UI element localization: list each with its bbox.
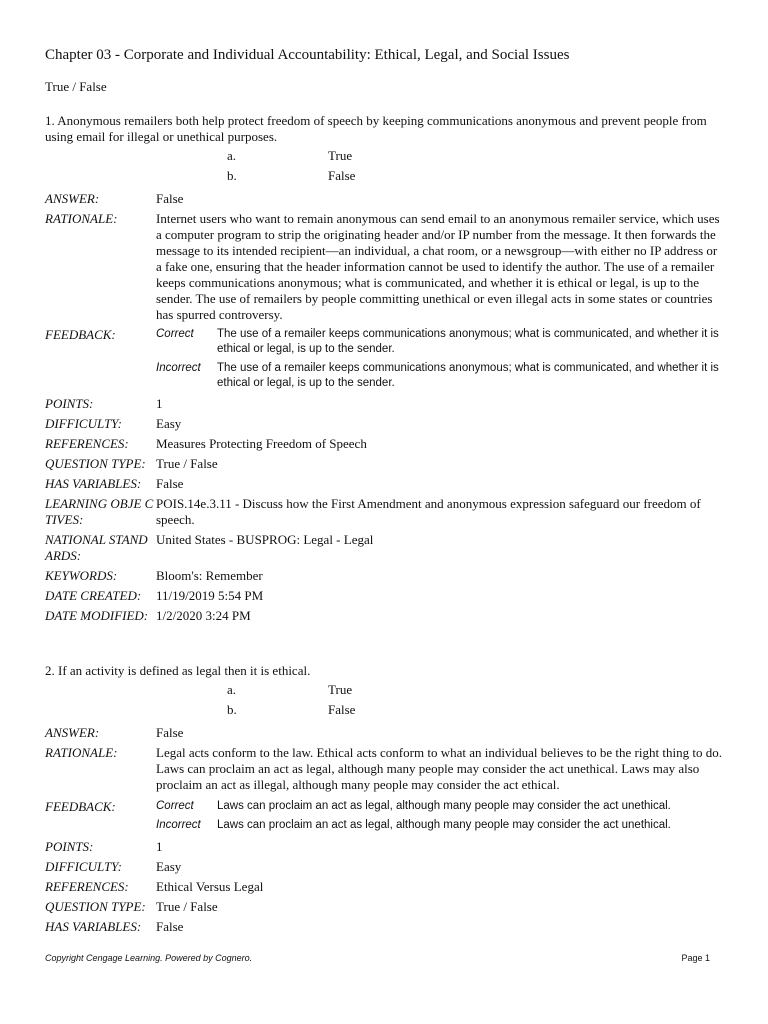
- feedback-block: [156, 327, 725, 391]
- has-variables-value: False: [156, 919, 184, 934]
- has-variables-row: [45, 476, 725, 492]
- points-row: [45, 839, 725, 855]
- feedback-incorrect: [156, 818, 725, 833]
- references-value: Ethical Versus Legal: [156, 879, 264, 894]
- difficulty-label: DIFFICULTY:: [45, 859, 122, 874]
- feedback-correct-text: The use of a remailer keeps communications anonymous; what is communicated, and whether it is ethical or legal, is up to the sender.: [217, 328, 719, 355]
- points-row: [45, 396, 725, 412]
- references-label: REFERENCES:: [45, 879, 129, 894]
- rationale-value: Legal acts conform to the law. Ethical acts conform to what an individual believes to be the right thing to do. Laws can proclaim an act as legal, although many people may consider the act unethical. Laws may also proclaim an act as illegal, although many people may consider the act ethical.: [156, 745, 722, 792]
- question-1: [45, 113, 725, 624]
- feedback-block: [156, 799, 725, 833]
- question-2: [45, 663, 725, 935]
- choice-text: True: [328, 148, 353, 163]
- keywords-label: KEYWORDS:: [45, 568, 118, 583]
- keywords-row: [45, 568, 725, 584]
- national-standards-label: NATIONAL STAND ARDS:: [45, 532, 148, 563]
- learning-objectives-value: POIS.14e.3.11 - Discuss how the First Amendment and anonymous expression safeguard our freedom of speech.: [156, 496, 701, 527]
- choice-b: [45, 165, 725, 185]
- choice-letter: a.: [227, 682, 237, 697]
- copyright-text: Copyright Cengage Learning. Powered by Cognero.: [45, 953, 253, 963]
- answer-label: ANSWER:: [45, 191, 100, 206]
- feedback-row: [45, 327, 725, 391]
- date-modified-value: 1/2/2020 3:24 PM: [156, 608, 251, 623]
- date-created-value: 11/19/2019 5:54 PM: [156, 588, 264, 603]
- difficulty-value: Easy: [156, 416, 182, 431]
- question-type-label: QUESTION TYPE:: [45, 456, 146, 471]
- feedback-incorrect: [156, 361, 725, 391]
- choice-text: True: [328, 682, 353, 697]
- points-label: POINTS:: [45, 396, 94, 411]
- references-value: Measures Protecting Freedom of Speech: [156, 436, 367, 451]
- correct-tag: Correct: [156, 328, 194, 340]
- date-created-row: [45, 588, 725, 604]
- feedback-correct: [156, 799, 725, 814]
- points-value: 1: [156, 396, 163, 411]
- date-modified-row: [45, 608, 725, 624]
- feedback-incorrect-text: Laws can proclaim an act as legal, although many people may consider the act unethical.: [217, 819, 671, 831]
- date-modified-label: DATE MODIFIED:: [45, 608, 149, 623]
- references-row: [45, 436, 725, 452]
- choice-text: False: [328, 168, 356, 183]
- difficulty-label: DIFFICULTY:: [45, 416, 122, 431]
- points-label: POINTS:: [45, 839, 94, 854]
- keywords-value: Bloom's: Remember: [156, 568, 263, 583]
- choice-b: [45, 699, 725, 719]
- difficulty-value: Easy: [156, 859, 182, 874]
- question-type-value: True / False: [156, 899, 218, 914]
- feedback-correct-text: Laws can proclaim an act as legal, although many people may consider the act unethical.: [217, 800, 671, 812]
- learning-objectives-label: LEARNING OBJE CTIVES:: [45, 496, 154, 527]
- question-type-label: QUESTION TYPE:: [45, 899, 146, 914]
- answer-value: False: [156, 191, 184, 206]
- incorrect-tag: Incorrect: [156, 362, 201, 374]
- feedback-correct: [156, 327, 725, 357]
- rationale-row: [45, 745, 725, 793]
- question-text: 2. If an activity is defined as legal then it is ethical.: [45, 663, 311, 678]
- references-row: [45, 879, 725, 895]
- section-heading: True / False: [45, 79, 107, 94]
- feedback-incorrect-text: The use of a remailer keeps communications anonymous; what is communicated, and whether it is ethical or legal, is up to the sender.: [217, 362, 719, 389]
- has-variables-label: HAS VARIABLES:: [45, 919, 142, 934]
- question-type-row: [45, 899, 725, 915]
- rationale-value: Internet users who want to remain anonymous can send email to an anonymous remailer service, which uses a computer program to strip the originating header and/or IP number from the message. It then forwards the message to its intended recipient—an individual, a chat room, or a newsgroup—with either no IP address or a fake one, ensuring that the header information cannot be used to identify the author. The use of a remailer keeps communications anonymous; what is communicated, and whether it is ethical or legal, is up to the sender. The use of remailers by people committing unethical or even illegal acts in some states or countries has spurred controversy.: [156, 211, 720, 322]
- rationale-label: RATIONALE:: [45, 211, 118, 226]
- learning-objectives-row: [45, 496, 725, 528]
- has-variables-row: [45, 919, 725, 935]
- choice-a: [45, 679, 725, 699]
- page-number: Page 1: [681, 953, 710, 963]
- has-variables-label: HAS VARIABLES:: [45, 476, 142, 491]
- difficulty-row: [45, 859, 725, 875]
- references-label: REFERENCES:: [45, 436, 129, 451]
- choice-letter: b.: [227, 168, 237, 183]
- answer-row: [45, 191, 725, 207]
- question-type-value: True / False: [156, 456, 218, 471]
- answer-label: ANSWER:: [45, 725, 100, 740]
- choice-a: [45, 145, 725, 165]
- answer-value: False: [156, 725, 184, 740]
- answer-row: [45, 725, 725, 741]
- has-variables-value: False: [156, 476, 184, 491]
- chapter-title: Chapter 03 - Corporate and Individual Accountability: Ethical, Legal, and Social Issues: [45, 47, 570, 63]
- national-standards-row: [45, 532, 725, 564]
- correct-tag: Correct: [156, 800, 194, 812]
- choice-letter: b.: [227, 702, 237, 717]
- feedback-label: FEEDBACK:: [45, 327, 116, 342]
- rationale-row: [45, 211, 725, 323]
- feedback-label: FEEDBACK:: [45, 799, 116, 814]
- choice-letter: a.: [227, 148, 237, 163]
- points-value: 1: [156, 839, 163, 854]
- national-standards-value: United States - BUSPROG: Legal - Legal: [156, 532, 374, 547]
- incorrect-tag: Incorrect: [156, 819, 201, 831]
- difficulty-row: [45, 416, 725, 432]
- choice-text: False: [328, 702, 356, 717]
- question-text: 1. Anonymous remailers both help protect freedom of speech by keeping communications anonymous and prevent people from using email for illegal or unethical purposes.: [45, 113, 707, 144]
- feedback-row: [45, 799, 725, 833]
- rationale-label: RATIONALE:: [45, 745, 118, 760]
- date-created-label: DATE CREATED:: [45, 588, 142, 603]
- question-type-row: [45, 456, 725, 472]
